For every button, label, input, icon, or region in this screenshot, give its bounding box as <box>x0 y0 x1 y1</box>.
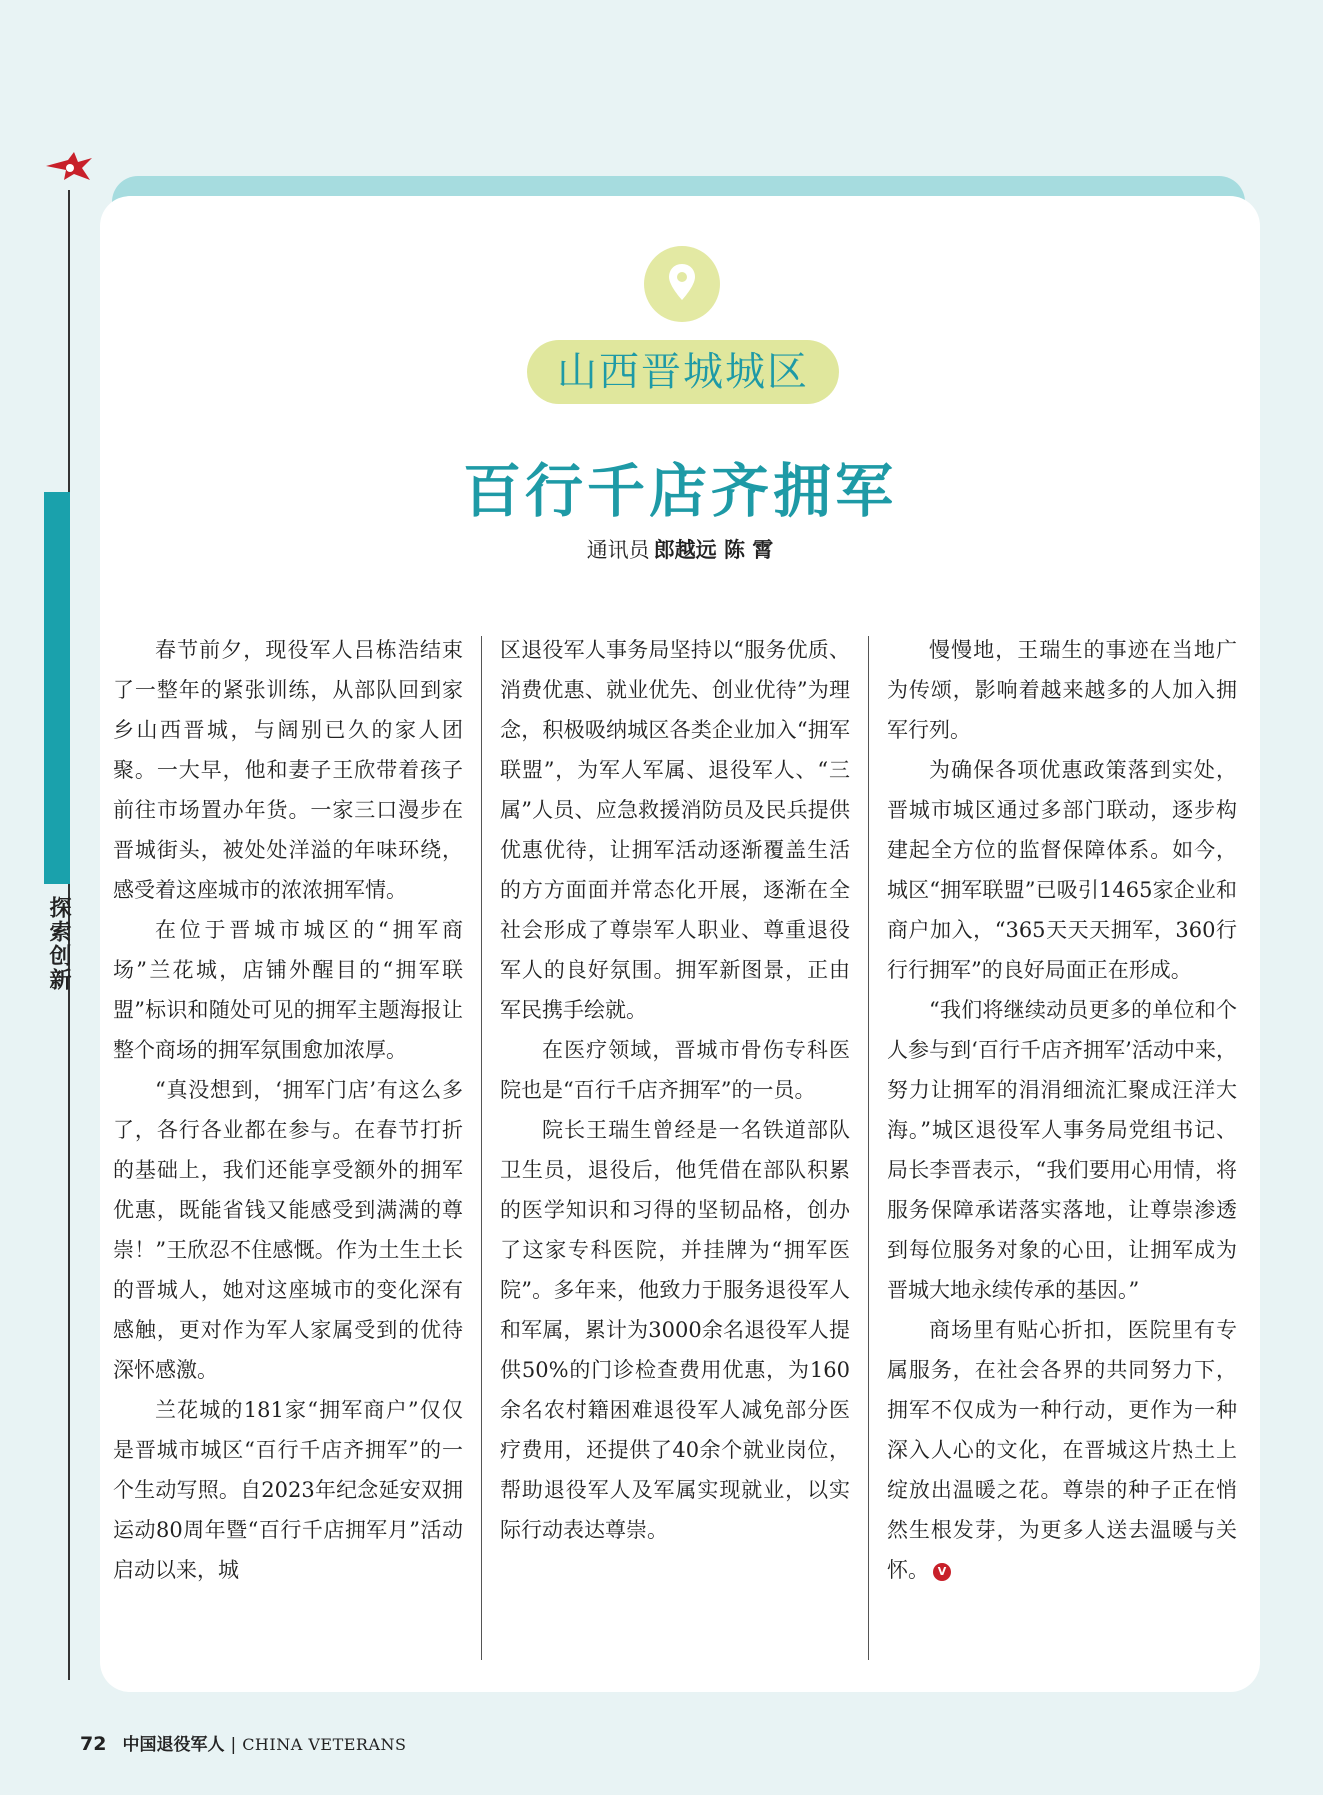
paragraph: 为确保各项优惠政策落到实处，晋城市城区通过多部门联动，逐步构建起全方位的监督保障体系。如今，城区“拥军联盟”已吸引1465家企业和商户加入，“365天天天拥军，360行行行拥军”的良好局面正在形成。 <box>887 758 1237 982</box>
region-badge: 山西晋城城区 <box>527 340 839 404</box>
paragraph: 在位于晋城市城区的“拥军商场”兰花城，店铺外醒目的“拥军联盟”标识和随处可见的拥军主题海报让整个商场的拥军氛围愈加浓厚。 <box>113 918 463 1062</box>
byline-names: 郎越远 陈 霄 <box>653 538 774 562</box>
paragraph: 兰花城的181家“拥军商户”仅仅是晋城市城区“百行千店齐拥军”的一个生动写照。自2023年纪念延安双拥运动80周年暨“百行千店拥军月”活动启动以来，城 <box>113 1398 463 1582</box>
paragraph: 春节前夕，现役军人吕栋浩结束了一整年的紧张训练，从部队回到家乡山西晋城，与阔别已久的家人团聚。一大早，他和妻子王欣带着孩子前往市场置办年货。一家三口漫步在晋城街头，被处处洋溢的年味环绕，感受着这座城市的浓浓拥军情。 <box>113 638 463 902</box>
paragraph <box>887 1310 1237 1590</box>
byline <box>400 534 960 564</box>
paragraph: 区退役军人事务局坚持以“服务优质、消费优惠、就业优先、创业优待”为理念，积极吸纳城区各类企业加入“拥军联盟”，为军人军属、退役军人、“三属”人员、应急救援消防员及民兵提供优惠优待，让拥军活动逐渐覆盖生活的方方面面并常态化开展，逐渐在全社会形成了尊崇军人职业、尊重退役军人的良好氛围。拥军新图景，正由军民携手绘就。 <box>500 638 850 1022</box>
paragraph: 在医疗领域，晋城市骨伤专科医院也是“百行千店齐拥军”的一员。 <box>500 1038 850 1102</box>
page-number: 72 <box>80 1733 107 1755</box>
column-divider <box>481 636 482 1660</box>
section-label: 探索创新 <box>46 896 71 992</box>
magazine-name-cn: 中国退役军人 <box>122 1735 225 1755</box>
page-footer <box>80 1730 407 1755</box>
location-pin-icon <box>644 246 720 322</box>
text-column-2 <box>500 630 850 1550</box>
paragraph: 院长王瑞生曾经是一名铁道部队卫生员，退役后，他凭借在部队积累的医学知识和习得的坚韧品格，创办了这家专科医院，并挂牌为“拥军医院”。多年来，他致力于服务退役军人和军属，累计为3000余名退役军人提供50%的门诊检查费用优惠，为160余名农村籍困难退役军人减免部分医疗费用，还提供了40余个就业岗位，帮助退役军人及军属实现就业，以实际行动表达尊崇。 <box>500 1118 850 1542</box>
column-divider <box>868 636 869 1660</box>
article-title: 百行千店齐拥军 <box>462 457 897 525</box>
magazine-logo-icon <box>44 150 94 184</box>
paragraph-text: 商场里有贴心折扣，医院里有专属服务，在社会各界的共同努力下，拥军不仅成为一种行动，更作为一种深入人心的文化，在晋城这片热土上绽放出温暖之花。尊崇的种子正在悄然生根发芽，为更多人送去温暖与关怀。 <box>887 1318 1237 1582</box>
article-end-icon: V <box>933 1563 951 1581</box>
text-column-3 <box>887 630 1237 1590</box>
paragraph: 慢慢地，王瑞生的事迹在当地广为传颂，影响着越来越多的人加入拥军行列。 <box>887 638 1237 742</box>
paragraph: “我们将继续动员更多的单位和个人参与到‘百行千店齐拥军’活动中来，努力让拥军的涓涓细流汇聚成汪洋大海。”城区退役军人事务局党组书记、局长李晋表示，“我们要用心用情，将服务保障承诺落实落地，让尊崇渗透到每位服务对象的心田，让拥军成为晋城大地永续传承的基因。” <box>887 998 1237 1302</box>
paragraph: “真没想到，‘拥军门店’有这么多了，各行各业都在参与。在春节打折的基础上，我们还能享受额外的拥军优惠，既能省钱又能感受到满满的尊崇！”王欣忍不住感慨。作为土生土长的晋城人，她对这座城市的变化深有感触，更对作为军人家属受到的优待深怀感激。 <box>113 1078 463 1382</box>
footer-separator: | <box>230 1735 237 1755</box>
text-column-1 <box>113 630 463 1590</box>
byline-role: 通讯员 <box>586 538 650 562</box>
magazine-name-en: CHINA VETERANS <box>242 1735 407 1754</box>
section-color-bar <box>44 492 70 884</box>
